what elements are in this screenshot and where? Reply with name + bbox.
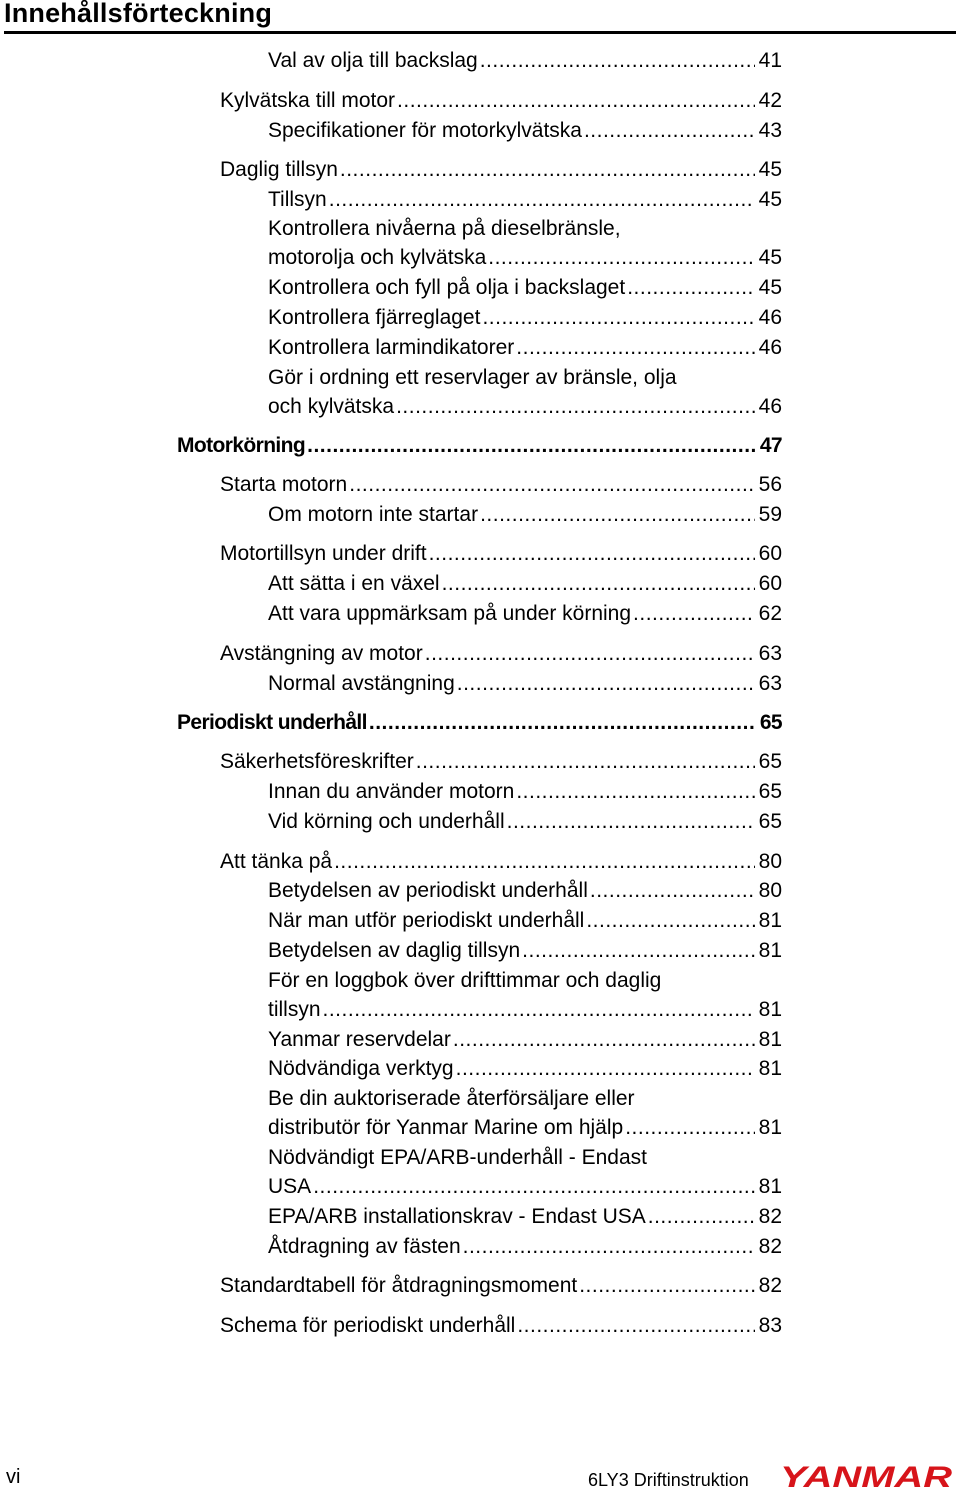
toc-entry-label: Om motorn inte startar: [268, 503, 479, 526]
toc-entry-label: EPA/ARB installationskrav - Endast USA: [268, 1205, 646, 1228]
toc-entry-page: 45: [758, 246, 782, 269]
toc-entry-label: Daglig tillsyn: [220, 158, 338, 181]
toc-entry-page: 81: [758, 939, 782, 962]
toc-entry-label: Vid körning och underhåll: [268, 810, 505, 833]
toc-entry-label: Motortillsyn under drift: [220, 542, 427, 565]
toc-entry-label: Kontrollera fjärreglaget: [268, 306, 481, 329]
toc-entry-first-line[interactable]: [268, 214, 621, 244]
toc-entry-page: 63: [758, 672, 782, 695]
toc-entry[interactable]: [268, 273, 782, 303]
toc-entry-label: tillsyn: [268, 998, 321, 1021]
footer-document-title: 6LY3 Driftinstruktion: [588, 1470, 749, 1490]
toc-leader-dots: [625, 273, 754, 303]
toc-entry-page: 65: [758, 810, 782, 833]
toc-entry[interactable]: [268, 333, 782, 363]
toc-entry-label: Normal avstängning: [268, 672, 455, 695]
toc-entry-page: 41: [758, 49, 782, 72]
toc-entry[interactable]: [268, 392, 782, 422]
toc-entry-first-line[interactable]: [268, 1084, 635, 1114]
toc-entry-page: 60: [758, 572, 782, 595]
toc-entry-page: 45: [758, 188, 782, 211]
toc-entry-label: Starta motorn: [220, 473, 348, 496]
toc-entry-label: När man utför periodiskt underhåll: [268, 909, 585, 932]
toc-entry-page: 65: [758, 750, 782, 773]
toc-entry-label: Betydelsen av daglig tillsyn: [268, 939, 521, 962]
toc-leader-dots: [414, 747, 755, 777]
toc-leader-dots: [305, 431, 756, 461]
toc-section-page: 47: [759, 434, 782, 457]
toc-entry-label: Kontrollera larmindikatorer: [268, 336, 515, 359]
toc-leader-dots: [321, 995, 755, 1025]
toc-leader-dots: [505, 807, 755, 837]
toc-entry-page: 82: [758, 1205, 782, 1228]
toc-entry-page: 81: [758, 909, 782, 932]
toc-entry-label: Gör i ordning ett reservlager av bränsle, olja: [268, 366, 677, 389]
toc-entry[interactable]: [268, 599, 782, 629]
page-title: Innehållsförteckning: [4, 0, 273, 28]
toc-leader-dots: [395, 86, 755, 116]
toc-entry[interactable]: [220, 86, 782, 116]
toc-entry-page: 46: [758, 336, 782, 359]
logo-wordmark: YANMAR: [780, 1462, 953, 1490]
toc-entry[interactable]: [220, 155, 782, 185]
toc-entry-label: Kylvätska till motor: [220, 89, 396, 112]
toc-entry-page: 42: [758, 89, 782, 112]
toc-entry[interactable]: [220, 747, 782, 777]
toc-entry[interactable]: [268, 669, 782, 699]
toc-entry[interactable]: [220, 1311, 782, 1341]
toc-entry-page: 65: [758, 780, 782, 803]
toc-leader-dots: [582, 116, 755, 146]
toc-entry[interactable]: [268, 185, 782, 215]
toc-entry[interactable]: [220, 639, 782, 669]
toc-leader-dots: [423, 639, 755, 669]
toc-entry[interactable]: [220, 470, 782, 500]
toc-entry[interactable]: [268, 906, 782, 936]
toc-leader-dots: [480, 303, 754, 333]
toc-entry-label: Yanmar reservdelar: [268, 1028, 451, 1051]
toc-entry[interactable]: [268, 807, 782, 837]
toc-entry-page: 82: [758, 1235, 782, 1258]
toc-entry-label: Åtdragning av fästen: [268, 1235, 461, 1258]
toc-section[interactable]: [177, 431, 782, 461]
toc-entry-page: 81: [758, 1175, 782, 1198]
toc-leader-dots: [455, 669, 755, 699]
toc-entry[interactable]: [268, 876, 782, 906]
toc-leader-dots: [454, 1054, 755, 1084]
toc-entry[interactable]: [268, 1202, 782, 1232]
toc-leader-dots: [451, 1025, 755, 1055]
toc-entry[interactable]: [268, 243, 782, 273]
toc-leader-dots: [486, 243, 754, 273]
toc-entry[interactable]: [220, 539, 782, 569]
toc-entry-label: Specifikationer för motorkylvätska: [268, 119, 582, 142]
toc-entry-label: distributör för Yanmar Marine om hjälp: [268, 1116, 624, 1139]
toc-entry-label: Säkerhetsföreskrifter: [220, 750, 414, 773]
toc-entry-page: 81: [758, 1116, 782, 1139]
toc-entry-page: 81: [758, 998, 782, 1021]
toc-entry-page: 46: [758, 395, 782, 418]
toc-leader-dots: [440, 569, 755, 599]
toc-leader-dots: [514, 333, 754, 363]
toc-section-label: Periodiskt underhåll: [177, 711, 367, 734]
toc-entry[interactable]: [268, 1025, 782, 1055]
toc-entry[interactable]: [268, 500, 782, 530]
toc-leader-dots: [394, 392, 755, 422]
toc-entry[interactable]: [220, 847, 782, 877]
toc-leader-dots: [588, 876, 755, 906]
toc-entry-page: 62: [758, 602, 782, 625]
toc-entry[interactable]: [268, 46, 782, 76]
toc-entry-label: motorolja och kylvätska: [268, 246, 487, 269]
toc-leader-dots: [514, 777, 754, 807]
toc-leader-dots: [515, 1311, 754, 1341]
toc-leader-dots: [347, 470, 754, 500]
yanmar-logo: [780, 1462, 956, 1490]
toc-leader-dots: [584, 906, 754, 936]
toc-entry-label: och kylvätska: [268, 395, 395, 418]
toc-entry-page: 59: [758, 503, 782, 526]
toc-entry-label: USA: [268, 1175, 312, 1198]
toc-entry-page: 83: [758, 1314, 782, 1337]
toc-section-page: 65: [759, 711, 782, 734]
toc-entry-page: 45: [758, 158, 782, 181]
toc-entry-page: 43: [758, 119, 782, 142]
toc-leader-dots: [461, 1232, 755, 1262]
toc-entry-label: Kontrollera nivåerna på dieselbränsle,: [268, 217, 621, 240]
toc-entry-label: Standardtabell för åtdragningsmoment: [220, 1274, 578, 1297]
toc-entry-label: Innan du använder motorn: [268, 780, 515, 803]
toc-leader-dots: [478, 500, 755, 530]
toc-leader-dots: [338, 155, 755, 185]
toc-entry-page: 60: [758, 542, 782, 565]
toc-entry-label: Schema för periodiskt underhåll: [220, 1314, 516, 1337]
toc-entry-first-line[interactable]: [268, 1143, 647, 1173]
toc-entry[interactable]: [268, 1113, 782, 1143]
footer-page-number: vi: [6, 1466, 21, 1488]
toc-entry[interactable]: [268, 995, 782, 1025]
toc-entry-label: Val av olja till backslag: [268, 49, 478, 72]
toc-entry-page: 63: [758, 642, 782, 665]
toc-entry[interactable]: [268, 1172, 782, 1202]
toc-section-label: Motorkörning: [177, 434, 306, 457]
toc-entry-page: 46: [758, 306, 782, 329]
toc-leader-dots: [631, 599, 755, 629]
toc-entry-page: 80: [758, 850, 782, 873]
toc-entry-label: Att sätta i en växel: [268, 572, 440, 595]
toc-leader-dots: [520, 936, 754, 966]
toc-entry-page: 82: [758, 1274, 782, 1297]
toc-leader-dots: [478, 46, 755, 76]
toc-entry[interactable]: [268, 303, 782, 333]
toc-entry-label: Kontrollera och fyll på olja i backslaget: [268, 276, 626, 299]
toc-entry-page: 80: [758, 879, 782, 902]
toc-entry[interactable]: [268, 777, 782, 807]
toc-leader-dots: [311, 1172, 754, 1202]
toc-entry-page: 56: [758, 473, 782, 496]
toc-entry-first-line[interactable]: [268, 966, 661, 996]
toc-entry-label: Att vara uppmärksam på under körning: [268, 602, 632, 625]
toc-entry-first-line[interactable]: [268, 363, 677, 393]
toc-entry-page: 81: [758, 1028, 782, 1051]
toc-entry-label: Nödvändigt EPA/ARB-underhåll - Endast: [268, 1146, 647, 1169]
toc-entry-label: Be din auktoriserade återförsäljare eller: [268, 1087, 635, 1110]
toc-leader-dots: [327, 185, 755, 215]
toc-entry-page: 81: [758, 1057, 782, 1080]
toc-leader-dots: [332, 847, 755, 877]
toc-entry-label: Avstängning av motor: [220, 642, 423, 665]
toc-section[interactable]: [177, 708, 782, 738]
toc-entry[interactable]: [268, 1232, 782, 1262]
toc-entry[interactable]: [268, 569, 782, 599]
toc-entry-label: Nödvändiga verktyg: [268, 1057, 454, 1080]
toc-leader-dots: [427, 539, 755, 569]
toc-leader-dots: [577, 1271, 754, 1301]
toc-entry[interactable]: [268, 116, 782, 146]
toc-entry-label: Att tänka på: [220, 850, 333, 873]
toc-entry[interactable]: [268, 1054, 782, 1084]
toc-entry-label: För en loggbok över drifttimmar och daglig: [268, 969, 662, 992]
toc-entry-page: 45: [758, 276, 782, 299]
toc-leader-dots: [367, 708, 756, 738]
toc-entry-label: Tillsyn: [268, 188, 327, 211]
toc-entry[interactable]: [220, 1271, 782, 1301]
toc-entry-label: Betydelsen av periodiskt underhåll: [268, 879, 588, 902]
toc-leader-dots: [623, 1113, 754, 1143]
toc-leader-dots: [646, 1202, 755, 1232]
toc-entry[interactable]: [268, 936, 782, 966]
